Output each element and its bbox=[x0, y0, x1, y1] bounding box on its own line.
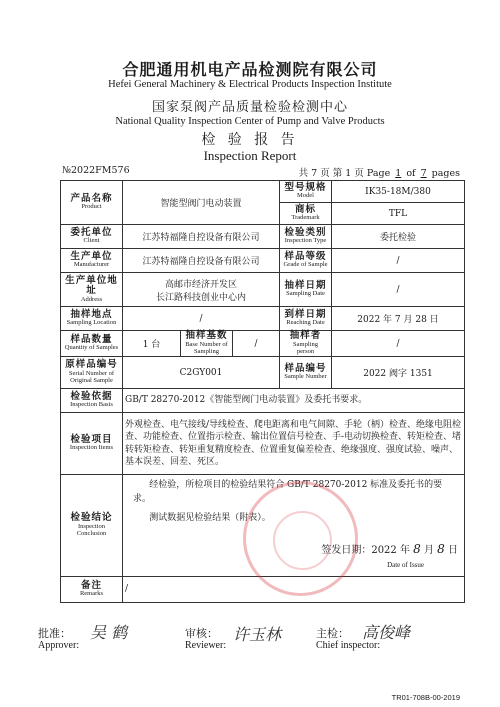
reviewer-field: 审核： Reviewer: bbox=[185, 627, 227, 651]
chief-inspector-field: 主检： Chief inspector: bbox=[316, 627, 381, 651]
location-label: 抽样地点 Sampling Location bbox=[61, 307, 123, 331]
trademark-label: 商标 Trademark bbox=[280, 203, 332, 225]
conclusion-label: 检验结论 Inspection Conclusion bbox=[61, 475, 123, 577]
model-label: 型号规格 Model bbox=[280, 181, 332, 203]
grade-value: / bbox=[332, 249, 465, 273]
page-number: 1 bbox=[395, 168, 402, 179]
issue-date-en: Date of Issue bbox=[387, 560, 424, 569]
report-title-cn: 检 验 报 告 bbox=[201, 132, 299, 148]
report-title-en: Inspection Report bbox=[203, 148, 297, 163]
issue-day: 8 bbox=[437, 542, 445, 556]
report-table bbox=[60, 180, 465, 603]
company-name-en: Hefei General Machinery & Electrical Products Inspection Institute bbox=[108, 79, 392, 90]
approver-field: 批准： Approver: bbox=[38, 627, 80, 651]
serial-number-value: C2GY001 bbox=[123, 357, 280, 389]
issue-month: 8 bbox=[413, 542, 421, 556]
items-value: 外观检查、电气接线/导线检查、爬电距离和电气间隙、手轮（柄）检查、绝缘电阻检查、功能检查、位置指示检查、输出位置信号检查、手-电动切换检查、转矩检查、堵转转矩检查、转矩重复精度检查、位置重复偏差检查、绝缘强度、强度试验、噪声、基本误差、回差、死区。 bbox=[123, 413, 465, 475]
manufacturer-value: 江苏特福隆自控设备有限公司 bbox=[123, 249, 280, 273]
page-info-cn: 共 7 页 第 1 页 bbox=[298, 168, 364, 179]
center-name-en: National Quality Inspection Center of Pump and Valve Products bbox=[115, 116, 385, 127]
location-value: / bbox=[123, 307, 280, 331]
client-label: 委托单位 Client bbox=[61, 225, 123, 249]
product-value: 智能型阀门电动装置 bbox=[123, 181, 280, 225]
sampling-date-value: / bbox=[332, 273, 465, 307]
official-seal bbox=[243, 481, 358, 596]
pages-label: pages bbox=[431, 168, 460, 179]
quantity-label: 样品数量 Quantity of Samples bbox=[61, 331, 123, 357]
chief-inspector-signature: 高俊峰 bbox=[362, 623, 411, 642]
form-code: TR01-708B-00-2019 bbox=[391, 693, 460, 702]
items-label: 检验项目 Inspection Items bbox=[61, 413, 123, 475]
issue-date: 签发日期：2022 年 8 月 8 日 bbox=[321, 542, 458, 556]
sampling-person-value: / bbox=[332, 331, 465, 357]
sampling-date-label: 抽样日期 Sampling Date bbox=[280, 273, 332, 307]
page-info bbox=[299, 165, 460, 179]
remarks-label: 备注 Remarks bbox=[61, 577, 123, 603]
client-value: 江苏特福隆自控设备有限公司 bbox=[123, 225, 280, 249]
reviewer-signature: 许玉林 bbox=[233, 625, 282, 644]
remarks-value: / bbox=[123, 577, 465, 603]
grade-label: 样品等级 Grade of Sample bbox=[280, 249, 332, 273]
address-value: 高邮市经济开发区 长江路科技创业中心内 bbox=[123, 273, 280, 307]
approver-signature: 吴 鹤 bbox=[90, 623, 128, 642]
inspection-type-value: 委托检验 bbox=[332, 225, 465, 249]
manufacturer-label: 生产单位 Manufacturer bbox=[61, 249, 123, 273]
reaching-date-label: 到样日期 Reaching Date bbox=[280, 307, 332, 331]
sample-number-value: 2022 阀字 1351 bbox=[332, 357, 465, 389]
reaching-date-value: 2022 年 7 月 28 日 bbox=[332, 307, 465, 331]
product-label: 产品名称 Product bbox=[61, 181, 123, 225]
base-number-label: 抽样基数 Base Number of Sampling bbox=[181, 331, 233, 357]
center-name-cn: 国家泵阀产品质量检验检测中心 bbox=[151, 100, 348, 115]
page-label: Page bbox=[366, 168, 391, 179]
basis-label: 检验依据 Inspection Basis bbox=[61, 389, 123, 413]
of-label: of bbox=[406, 168, 416, 179]
conclusion-cell bbox=[123, 475, 465, 577]
model-value: IK35-18M/380 bbox=[332, 181, 465, 203]
basis-value: GB/T 28270-2012《智能型阀门电动装置》及委托书要求。 bbox=[123, 389, 465, 413]
test-data-note: 测试数据见检验结果（附表）。 bbox=[149, 513, 271, 523]
base-number-value: / bbox=[233, 331, 280, 357]
sampling-person-label: 抽样者 Sampling person bbox=[280, 331, 332, 357]
page-total: 7 bbox=[420, 168, 427, 179]
serial-number-label: 原样品编号 Serial Number of Original Sample bbox=[61, 357, 123, 389]
trademark-value: TFL bbox=[332, 203, 465, 225]
address-label: 生产单位地址 Address bbox=[61, 273, 123, 307]
inspection-type-label: 检验类别 Inspection Type bbox=[280, 225, 332, 249]
company-name-cn: 合肥通用机电产品检测院有限公司 bbox=[122, 60, 378, 79]
conclusion-text: 经检验，所检项目的检验结果符合 GB/T 28270-2012 标准及委托书的要求。 bbox=[133, 480, 443, 504]
quantity-value: 1 台 bbox=[123, 331, 181, 357]
report-number: №2022FM576 bbox=[62, 165, 130, 176]
sample-number-label: 样品编号 Sample Number bbox=[280, 357, 332, 389]
